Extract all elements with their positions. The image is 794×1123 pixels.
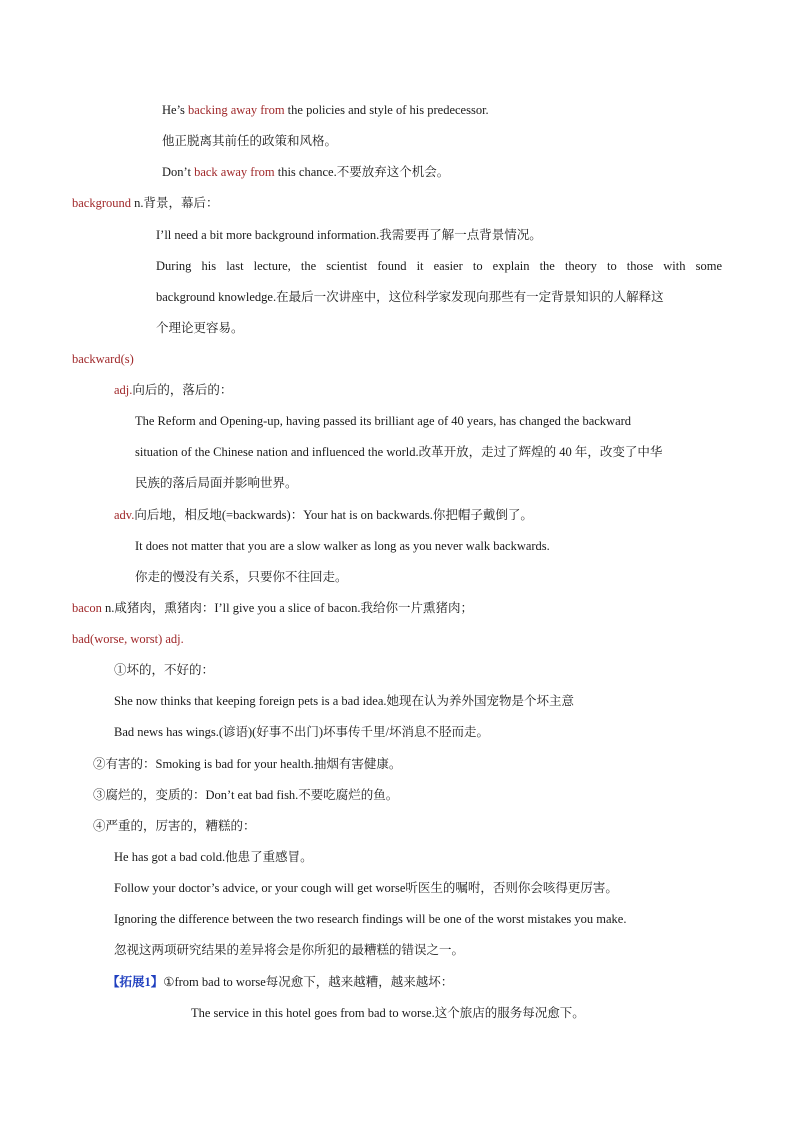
example-line: The service in this hotel goes from bad to worse.这个旅店的服务每况愈下。 xyxy=(191,1006,585,1020)
example-line: situation of the Chinese nation and influenced the world.改革开放，走过了辉煌的 40 年，改变了中华 xyxy=(135,445,663,459)
example-line: It does not matter that you are a slow walker as long as you never walk backwards. xyxy=(135,539,550,553)
translation-line: 你走的慢没有关系，只要你不往回走。 xyxy=(135,570,348,584)
phrase-highlight: back away from xyxy=(194,165,275,179)
example-line: He has got a bad cold.他患了重感冒。 xyxy=(114,850,313,864)
example-line: Ignoring the difference between the two research findings will be one of the worst mistakes you make. xyxy=(114,912,627,926)
example-line: During his last lecture, the scientist found it easier to explain the theory to those with some xyxy=(156,259,722,273)
sense-line: ①坏的，不好的： xyxy=(114,663,215,677)
pos-label: adv. xyxy=(114,508,135,522)
sense-line: ③腐烂的，变质的：Don’t eat bad fish.不要吃腐烂的鱼。 xyxy=(93,788,399,802)
example-line: 民族的落后局面并影响世界。 xyxy=(135,476,298,490)
entry-headword: bacon n.咸猪肉，熏猪肉：I’ll give you a slice of bacon.我给你一片熏猪肉； xyxy=(72,601,473,615)
example-line: background knowledge.在最后一次讲座中，这位科学家发现向那些有一定背景知识的人解释这 xyxy=(156,290,664,304)
sense-line: ④严重的，厉害的，糟糕的： xyxy=(93,819,256,833)
sense-line: ②有害的：Smoking is bad for your health.抽烟有害健康。 xyxy=(93,757,402,771)
entry-headword: background n.背景，幕后： xyxy=(72,196,219,210)
extension-line: 【拓展1】①from bad to worse每况愈下，越来越糟，越来越坏： xyxy=(107,975,454,989)
headword: backward(s) xyxy=(72,352,134,366)
extension-label: 【拓展1】 xyxy=(107,975,164,989)
phrase-highlight: backing away from xyxy=(188,103,285,117)
headword: bad(worse, worst) adj. xyxy=(72,632,184,646)
example-line: Follow your doctor’s advice, or your cough will get worse听医生的嘱咐，否则你会咳得更厉害。 xyxy=(114,881,618,895)
example-line: 个理论更容易。 xyxy=(156,321,244,335)
example-line: Bad news has wings.(谚语)(好事不出门)坏事传千里/坏消息不胫而走。 xyxy=(114,725,489,739)
example-line: I’ll need a bit more background information.我需要再了解一点背景情况。 xyxy=(156,228,542,242)
example-line: He’s backing away from the policies and style of his predecessor. xyxy=(162,103,489,117)
example-line: Don’t back away from this chance.不要放弃这个机会。 xyxy=(162,165,450,179)
translation-line: 他正脱离其前任的政策和风格。 xyxy=(162,134,338,148)
pos-line: adj.向后的，落后的： xyxy=(114,383,233,397)
pos-line: adv.向后地，相反地(=backwards)：Your hat is on backwards.你把帽子戴倒了。 xyxy=(114,508,533,522)
example-line: She now thinks that keeping foreign pets is a bad idea.她现在认为养外国宠物是个坏主意 xyxy=(114,694,575,708)
headword: background xyxy=(72,196,132,210)
pos-label: adj. xyxy=(114,383,133,397)
example-line: The Reform and Opening-up, having passed its brilliant age of 40 years, has changed the backward xyxy=(135,414,632,428)
headword: bacon xyxy=(72,601,102,615)
translation-line: 忽视这两项研究结果的差异将会是你所犯的最糟糕的错误之一。 xyxy=(114,943,465,957)
